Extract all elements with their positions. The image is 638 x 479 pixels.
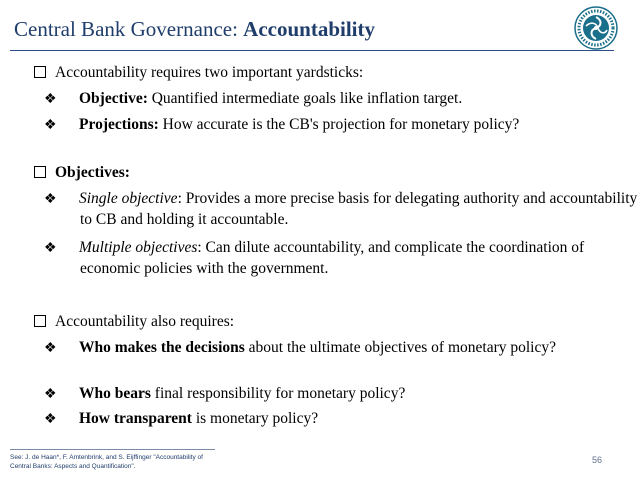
title-prefix: Central Bank Governance: <box>14 17 244 41</box>
sub-bullet-text: about the ultimate objectives of monetary policy? <box>244 339 556 356</box>
title-bold: Accountability <box>243 17 376 41</box>
footnote-line-1: See: J. de Haan*, F. Amtenbrink, and S. Eijffinger "Accountability of <box>10 454 203 461</box>
sub-bullet-objective <box>44 89 638 110</box>
slide-title <box>14 17 375 42</box>
sub-bullet-label: Single objective <box>79 190 178 207</box>
sub-bullet-label: Who makes the decisions <box>79 339 245 356</box>
sub-bullet-text: final responsibility for monetary policy? <box>150 385 406 402</box>
footnote-divider <box>10 449 215 450</box>
sub-bullet-single-objective <box>44 189 638 230</box>
bullet-accountability-also-requires <box>34 313 234 331</box>
bullet-text: Accountability also requires: <box>55 313 235 330</box>
sub-bullet-label: How transparent <box>79 410 192 427</box>
page-number: 56 <box>592 455 603 465</box>
footnote <box>10 453 250 471</box>
checkbox-bullet-icon <box>34 315 46 327</box>
footnote-line-2: Central Banks: Aspects and Quantification". <box>10 463 136 470</box>
checkbox-bullet-icon <box>34 166 46 178</box>
diamond-bullet-icon: ❖ <box>44 387 57 402</box>
sub-bullet-text: is monetary policy? <box>191 410 319 427</box>
bullet-text: Objectives: <box>55 164 130 181</box>
diamond-bullet-icon: ❖ <box>44 118 57 133</box>
diamond-bullet-icon: ❖ <box>44 192 57 207</box>
bullet-accountability-yardsticks <box>34 64 363 82</box>
sub-bullet-label: Multiple objectives <box>79 239 198 256</box>
sub-bullet-label: Who bears <box>79 385 151 402</box>
diamond-bullet-icon: ❖ <box>44 341 57 356</box>
sub-bullet-text: : Provides a more precise basis for delegating authority and accountability to CB and holding it accountable. <box>80 190 638 228</box>
sub-bullet-who-makes-decisions <box>44 338 638 359</box>
diamond-bullet-icon: ❖ <box>44 412 57 427</box>
sub-bullet-who-bears <box>44 384 638 405</box>
diamond-bullet-icon: ❖ <box>44 92 57 107</box>
sub-bullet-how-transparent <box>44 409 638 430</box>
sub-bullet-text: : Can dilute accountability, and complicate the coordination of economic policies with the government. <box>80 239 585 277</box>
sub-bullet-multiple-objectives <box>44 238 638 279</box>
diamond-bullet-icon: ❖ <box>44 241 57 256</box>
sub-bullet-projections <box>44 115 638 136</box>
sub-bullet-text: How accurate is the CB's projection for monetary policy? <box>158 116 520 133</box>
bullet-objectives <box>34 164 130 182</box>
sub-bullet-label: Objective: <box>79 90 148 107</box>
central-bank-seal-icon <box>574 6 618 50</box>
sub-bullet-label: Projections: <box>79 116 159 133</box>
checkbox-bullet-icon <box>34 66 46 78</box>
sub-bullet-text: Quantified intermediate goals like inflation target. <box>147 90 463 107</box>
bullet-text: Accountability requires two important yardsticks: <box>55 64 364 81</box>
title-divider <box>10 50 614 51</box>
